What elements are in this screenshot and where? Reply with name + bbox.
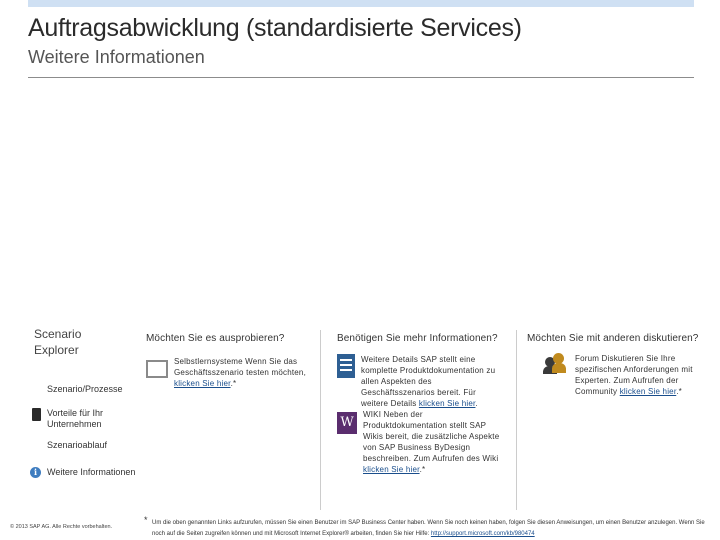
copyright: © 2013 SAP AG. Alle Rechte vorbehalten. xyxy=(10,524,113,530)
wiki-link[interactable]: klicken Sie hier xyxy=(363,465,420,474)
screen-icon xyxy=(146,360,168,378)
details-link[interactable]: klicken Sie hier xyxy=(418,399,476,408)
details-text: Weitere Details SAP stellt eine komplette Produktdokumentation zu allen Aspekten des Geschäftsszenarios bereit. Für weitere Details klicken Sie hier. xyxy=(361,355,496,408)
column-discuss xyxy=(527,333,698,344)
column-info xyxy=(337,333,498,344)
column-divider xyxy=(320,330,321,510)
wiki-text: WIKI Neben der Produktdokumentation stellt SAP Wikis bereit, die zusätzliche Aspekte von SAP Business ByDesign beschreiben. Zum Aufrufen des Wiki klicken Sie hier.* xyxy=(363,410,500,474)
forum-link[interactable]: klicken Sie hier xyxy=(619,387,677,396)
sidebar-item-label: Vorteile für Ihr Unternehmen xyxy=(47,408,104,429)
forum-icon xyxy=(545,353,569,373)
blank-icon xyxy=(30,440,41,451)
sidebar-item-szenarioablauf[interactable] xyxy=(30,440,107,451)
footnote xyxy=(144,515,714,540)
self-learning-block xyxy=(146,356,326,389)
header-divider xyxy=(28,77,694,78)
document-icon xyxy=(337,354,355,378)
top-accent-bar xyxy=(28,0,694,7)
footnote-text: Um die oben genannten Links aufzurufen, müssen Sie einen Benutzer im SAP Business Center haben. Wenn Sie noch keinen haben, folgen Sie diesen Anweisungen, um einen Benutzer anzulegen. Wenn Sie noch auf die Seiten zugreifen können und mit Microsoft Internet Explorer® arbeiten, finden Sie hier Hilfe: http://support.microsoft.com/kb/980474 xyxy=(152,520,705,537)
info-icon: i xyxy=(30,467,41,478)
scenario-explorer-label: Scenario Explorer xyxy=(34,327,82,357)
sidebar-item-szenario-prozesse[interactable] xyxy=(30,384,123,395)
try-heading: Möchten Sie es ausprobieren? xyxy=(146,333,285,344)
sidebar-item-label: Weitere Informationen xyxy=(47,467,136,477)
sidebar-item-label: Szenarioablauf xyxy=(47,440,108,450)
forum-block xyxy=(545,353,715,397)
column-try xyxy=(146,333,284,344)
phone-icon xyxy=(32,408,41,421)
details-block xyxy=(337,354,517,409)
forum-text: Forum Diskutieren Sie Ihre spezifischen Anforderungen mit Experten. Zum Aufrufen der Community klicken Sie hier.* xyxy=(575,354,693,396)
self-learning-text: Selbstlernsysteme Wenn Sie das Geschäftsszenario testen möchten, klicken Sie hier.* xyxy=(174,357,306,388)
discuss-heading: Möchten Sie mit anderen diskutieren? xyxy=(527,333,699,344)
wiki-icon: W xyxy=(337,412,357,434)
sidebar-item-label: Szenario/Prozesse xyxy=(47,384,123,394)
wiki-block xyxy=(337,409,517,475)
info-heading: Benötigen Sie mehr Informationen? xyxy=(337,333,498,344)
microsoft-support-link[interactable]: http://support.microsoft.com/kb/980474 xyxy=(430,531,535,537)
footnote-star: * xyxy=(144,515,148,525)
sidebar-item-weitere-informationen[interactable] xyxy=(30,467,135,478)
page-title: Auftragsabwicklung (standardisierte Services) xyxy=(28,14,522,42)
sidebar-item-vorteile[interactable] xyxy=(30,408,117,430)
blank-icon xyxy=(30,384,41,395)
try-link[interactable]: klicken Sie hier xyxy=(174,379,231,388)
page-subtitle: Weitere Informationen xyxy=(28,47,205,67)
column-divider xyxy=(516,330,517,510)
